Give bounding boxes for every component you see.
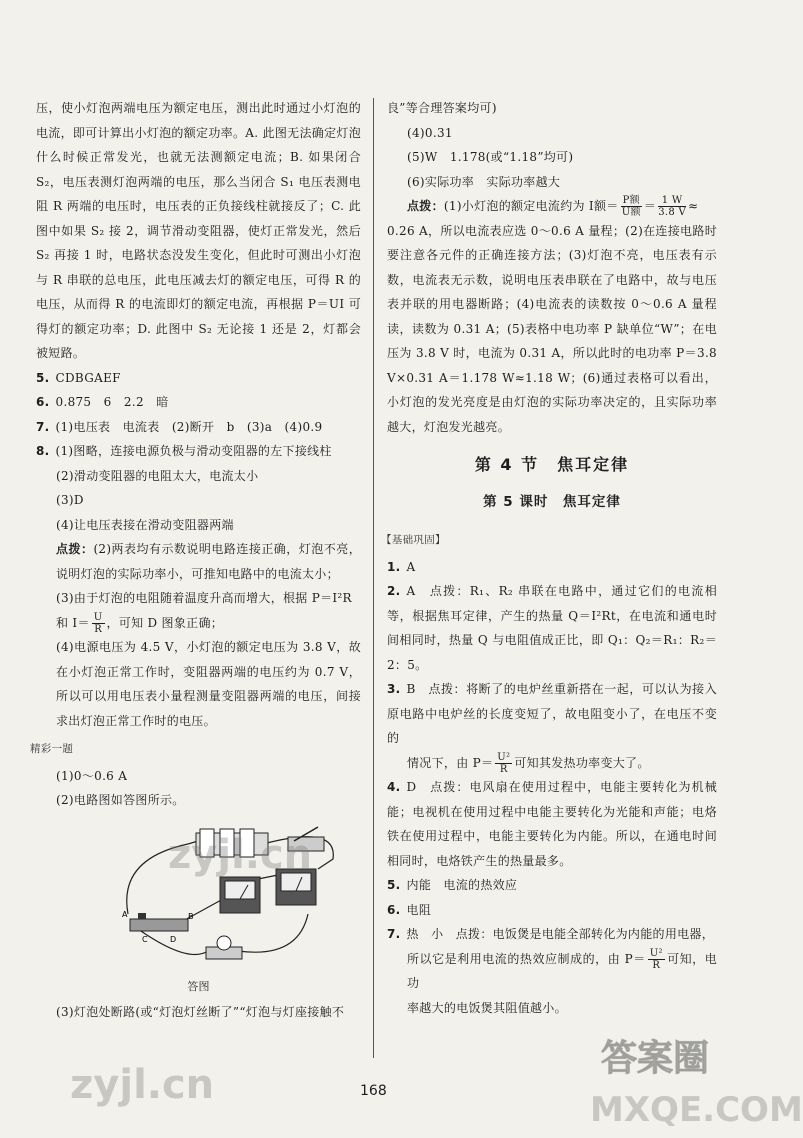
denominator: 3.8 V [658, 207, 687, 218]
equals-sign: ＝ [643, 199, 657, 213]
fraction [92, 612, 105, 635]
hint-text: ，可知 D 图象正确； [106, 615, 224, 630]
answer-text: CDBGAEF [55, 370, 121, 385]
answer-text: 内能 电流的热效应 [406, 878, 518, 892]
numerator: 1 W [658, 195, 686, 207]
question-number: 6. [387, 902, 401, 917]
answer-text: (6)实际功率 实际功率越大 [407, 174, 561, 189]
page-number: 168 [360, 1083, 387, 1099]
terminal-label-d: D [170, 934, 177, 944]
hint-formula-line [387, 751, 717, 776]
answer-text: B 点拨：将断了的电炉丝重新搭在一起，可以认为接入原电路中电炉丝的长度变短了，故电阻变小了，在电压不变的 [387, 682, 717, 745]
answer-text: (3)D [56, 493, 84, 507]
section-title: 第 4 节 焦耳定律 [474, 455, 630, 474]
question-number: 7. [36, 419, 50, 434]
hint-text: 0.26 A，所以电流表应选 0～0.6 A 量程；(2)在连接电路时要注意各元件的正确连接方法；(3)灯泡不亮，电压表有示数，电流表无示数，说明电压表串联在了电路中，故与电压表并联的用电器断路；(4)电流表的读数按 0～0.6 A 量程读，读数为 0.31 A；(5)表格中电功率 P 缺单位“W”；在电压为 3.8 V 时，电流为 0.31 A，所以此时的电功率 P＝3.8 V×0.31 A＝1.178 W≈1.18 W；(6)通过表格可以看出，小灯泡的发光亮度是由灯泡的实际功率决定的，且实际功率越大，灯泡发光越亮。 [387, 223, 717, 434]
numerator: U² [649, 947, 663, 959]
hint-formula-line [387, 194, 717, 219]
question-number: 2. [387, 584, 401, 598]
terminal-label-b: B [188, 911, 194, 921]
wire [238, 914, 308, 952]
section-tag: 【基础巩固】 [381, 534, 446, 546]
answer-text: (4)让电压表接在滑动变阻器两端 [56, 517, 234, 532]
numerator: P额 [622, 195, 640, 206]
answer-text: (4)0.31 [407, 125, 453, 140]
answer-text: 率越大的电饭煲其阻值越小。 [407, 1000, 567, 1015]
denominator: R [499, 763, 508, 775]
terminal-label-c: C [142, 934, 148, 944]
figure-caption: 答图 [187, 980, 210, 993]
watermark: zyjl.cn [70, 1062, 215, 1108]
question-number: 6. [36, 395, 50, 409]
hint-text: (2)两表均有示数说明电路连接正确，灯泡不亮，说明灯泡的实际功率小，可推知电路中的电流太小； [56, 542, 361, 581]
numerator: U [93, 611, 103, 623]
hint-formula-line [387, 947, 717, 996]
watermark-stamp [580, 1022, 730, 1092]
answer-text: (2)电路图如答图所示。 [56, 793, 185, 807]
answer-text: (2)滑动变阻器的电阻太大，电流太小 [56, 468, 259, 483]
answer-text: 良”等合理答案均可) [387, 101, 497, 115]
denominator: U额 [621, 207, 641, 218]
answer-text: A 点拨：R₁、R₂ 串联在电路中，通过它们的电流相等，根据焦耳定律，产生的热量 Q＝I²Rt，在电流和通电时间相同时，热量 Q 与电阻值成正比，即 Q₁：Q₂＝R₁：R₂＝2：5。 [387, 584, 717, 672]
denominator: R [652, 959, 661, 971]
question-number: 5. [387, 878, 401, 892]
fraction [658, 195, 686, 218]
rheostat [130, 913, 188, 931]
column-divider [373, 98, 374, 1058]
question-number: 7. [387, 927, 401, 941]
lesson-title: 第 5 课时 焦耳定律 [483, 493, 621, 510]
hint-label: 点拨： [407, 199, 444, 213]
watermark: zyjl.cn [168, 832, 313, 878]
answer-text: D 点拨：电风扇在使用过程中，电能主要转化为机械能；电视机在使用过程中电能主要转化为光能和声能；电烙铁在使用过程中，电能主要转化为内能。所以，在通电时间相同时，电烙铁产生的热量最多。 [387, 780, 717, 868]
question-number: 1. [387, 559, 401, 574]
question-number: 5. [36, 370, 50, 385]
answer-text: 情况下，由 P＝ [407, 755, 494, 770]
answer-text: 所以它是利用电流的热效应制成的，由 P＝ [407, 951, 646, 966]
denominator: R [94, 623, 103, 635]
terminal-label-a: A [122, 909, 128, 919]
answer-text: 电阻 [406, 902, 432, 917]
answer-text: 热 小 点拨：电饭煲是电能全部转化为内能的用电器， [406, 927, 715, 941]
answer-text: (5)W 1.178(或“1.18”均可) [407, 150, 574, 164]
left-column [30, 96, 361, 1024]
fraction [648, 948, 665, 971]
answer-text: 可知其发热功率变大了。 [514, 755, 650, 770]
watermark: MXQE.COM [590, 1090, 803, 1130]
question-number: 3. [387, 682, 401, 696]
right-column [381, 96, 718, 1020]
answer-text: (1)0～0.6 A [56, 768, 128, 783]
section-tag: 精彩一题 [30, 743, 74, 755]
bulb [206, 936, 242, 959]
ammeter [220, 877, 260, 913]
answer-text: (1)图略，连接电源负极与滑动变阻器的左下接线柱 [55, 444, 332, 458]
answer-text: (1)电压表 电流表 (2)断开 b (3)a (4)0.9 [55, 419, 323, 434]
hint-text: (3)由于灯泡的电阻随着温度升高而增大，根据 P＝I²R [56, 591, 352, 605]
question-number: 4. [387, 780, 401, 794]
hint-text: (4)电源电压为 4.5 V，小灯泡的额定电压为 3.8 V，故在小灯泡正常工作时，变阻器两端的电压约为 0.7 V，所以可以用电压表小量程测量变阻器两端的电压，间接求出灯泡正常工作时的电压。 [56, 640, 361, 728]
answer-text: 0.875 6 2.2 暗 [55, 395, 169, 409]
continued-hint-text: 压，使小灯泡两端电压为额定电压，测出此时通过小灯泡的电流，即可计算出小灯泡的额定功率。A. 此图无法确定灯泡什么时候正常发光，也就无法测额定电流；B. 如果闭合 S₂，电压表测灯泡两端的电压，那么当闭合 S₁ 电压表测电阻 R 两端的电压时，电压表的正负接线柱就接反了；C. 此图中如果 S₂ 接 2，调节滑动变阻器，使灯正常发光，然后 S₂ 再接 1 时，电路状态没发生变化，但此时可测出小灯泡与 R 串联的总电压，此电压减去灯的额定电压，可得 R 的电压，从而得 R 的电流即灯的额定电流，再根据 P＝UI 可得灯的额定功率；D. 此图中 S₂ 无论接 1 还是 2，灯都会被短路。 [36, 101, 361, 360]
answer-text: A [406, 559, 416, 574]
hint-text: (1)小灯泡的额定电流约为 I额＝ [443, 199, 619, 213]
fraction [495, 752, 512, 775]
numerator: U² [497, 751, 511, 763]
hint-formula-line [36, 611, 361, 636]
stamp-text: 答案圈 [600, 1038, 710, 1079]
hint-text: 和 I＝ [56, 615, 90, 630]
approx-sign: ≈ [688, 199, 699, 213]
answer-text: (3)灯泡处断路(或“灯泡灯丝断了”“灯泡与灯座接触不 [56, 1004, 345, 1019]
question-number: 8. [36, 444, 50, 458]
answer-text: 可知，电功 [407, 951, 718, 990]
hint-label: 点拨： [56, 542, 94, 556]
fraction [621, 195, 642, 218]
